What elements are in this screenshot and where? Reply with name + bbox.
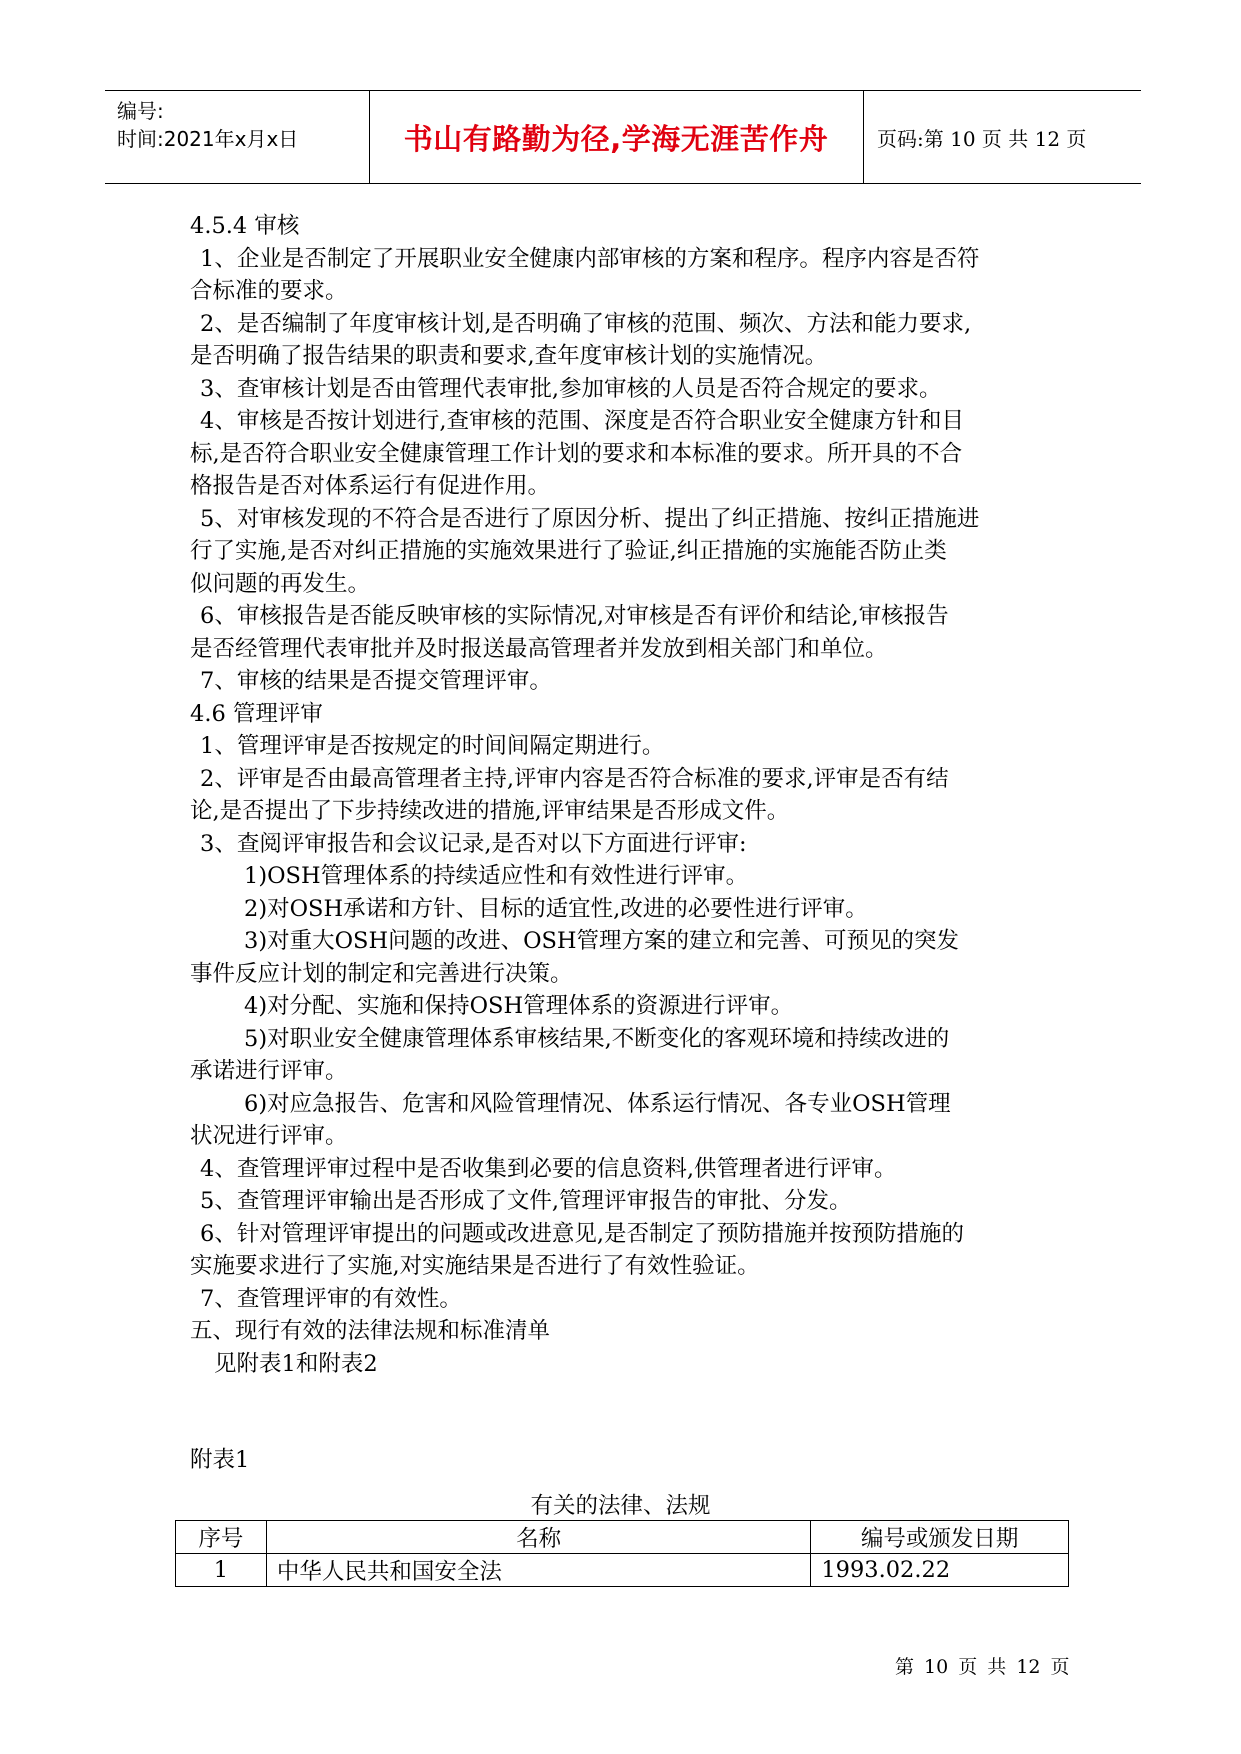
paragraph-line: 6)对应急报告、危害和风险管理情况、体系运行情况、各专业OSH管理: [244, 1090, 951, 1117]
paragraph-line: 行了实施,是否对纠正措施的实施效果进行了验证,纠正措施的实施能否防止类: [190, 538, 947, 564]
table-header-cell: 编号或颁发日期: [811, 1521, 1069, 1554]
paragraph-line: 事件反应计划的制定和完善进行决策。: [190, 960, 573, 987]
paragraph-line: 3、查阅评审报告和会议记录,是否对以下方面进行评审:: [200, 830, 747, 857]
paragraph-line: 1、企业是否制定了开展职业安全健康内部审核的方案和程序。程序内容是否符: [200, 245, 980, 272]
paragraph-line: 6、针对管理评审提出的问题或改进意见,是否制定了预防措施并按预防措施的: [200, 1220, 964, 1247]
paragraph-line: 4)对分配、实施和保持OSH管理体系的资源进行评审。: [244, 993, 794, 1019]
paragraph-line: 2、评审是否由最高管理者主持,评审内容是否符合标准的要求,评审是否有结: [200, 765, 949, 792]
paragraph-line: 5)对职业安全健康管理体系审核结果,不断变化的客观环境和持续改进的: [244, 1025, 950, 1052]
paragraph-line: 5、查管理评审输出是否形成了文件,管理评审报告的审批、分发。: [200, 1188, 852, 1214]
paragraph-line: 是否明确了报告结果的职责和要求,查年度审核计划的实施情况。: [190, 343, 828, 369]
paragraph-line: 6、审核报告是否能反映审核的实际情况,对审核是否有评价和结论,审核报告: [200, 603, 949, 629]
paragraph-line: 状况进行评审。: [190, 1123, 348, 1149]
paragraph-line: 4、审核是否按计划进行,查审核的范围、深度是否符合职业安全健康方针和目: [200, 408, 964, 434]
paragraph-line: 7、查管理评审的有效性。: [200, 1285, 462, 1312]
paragraph-line: 4.6 管理评审: [190, 700, 323, 727]
paragraph-line: 7、审核的结果是否提交管理评审。: [200, 668, 552, 694]
header-page-cell: [863, 91, 1141, 183]
header-motto-cell: [369, 91, 864, 183]
paragraph-line: 1)OSH管理体系的持续适应性和有效性进行评审。: [244, 863, 749, 889]
table-title: 有关的法律、法规: [530, 1493, 711, 1519]
paragraph-line: 1、管理评审是否按规定的时间间隔定期进行。: [200, 733, 665, 759]
spacer: [190, 1380, 1062, 1444]
document-time-label: 时间:2021年x月x日: [117, 127, 299, 151]
table-row: [176, 1554, 1069, 1587]
paragraph-line: 五、现行有效的法律法规和标准清单: [190, 1318, 551, 1344]
paragraph-line: 论,是否提出了下步持续改进的措施,评审结果是否形成文件。: [190, 798, 790, 824]
paragraph-line: 4、查管理评审过程中是否收集到必要的信息资料,供管理者进行评审。: [200, 1155, 897, 1182]
paragraph-line: 附表1: [190, 1447, 250, 1473]
paragraph-line: 标,是否符合职业安全健康管理工作计划的要求和本标准的要求。所开具的不合: [190, 440, 963, 467]
paragraph-line: 见附表1和附表2: [214, 1350, 378, 1377]
paragraph-line: 似问题的再发生。: [190, 570, 371, 597]
document-body: [190, 210, 1062, 1477]
page-header: [105, 90, 1141, 184]
table-cell-index: 1: [176, 1554, 267, 1587]
document-number-label: 编号:: [117, 99, 164, 123]
paragraph-line: 是否经管理代表审批并及时报送最高管理者并发放到相关部门和单位。: [190, 635, 888, 662]
table-header-row: [176, 1521, 1069, 1554]
table-header-cell: 序号: [176, 1521, 267, 1554]
table-cell-name: 中华人民共和国安全法: [266, 1554, 810, 1587]
paragraph-line: 4.5.4 审核: [190, 213, 300, 239]
paragraph-line: 3)对重大OSH问题的改进、OSH管理方案的建立和完善、可预见的突发: [244, 928, 960, 954]
paragraph-line: 承诺进行评审。: [190, 1058, 348, 1084]
paragraph-line: 3、查审核计划是否由管理代表审批,参加审核的人员是否符合规定的要求。: [200, 375, 942, 402]
table-header-cell: 名称: [266, 1521, 810, 1554]
paragraph-line: 2、是否编制了年度审核计划,是否明确了审核的范围、频次、方法和能力要求,: [200, 310, 972, 337]
paragraph-line: 2)对OSH承诺和方针、目标的适宜性,改进的必要性进行评审。: [244, 895, 868, 922]
header-left-cell: [105, 91, 370, 183]
table-cell-date: 1993.02.22: [811, 1554, 1069, 1587]
paragraph-line: 合标准的要求。: [190, 278, 348, 304]
paragraph-line: 格报告是否对体系运行有促进作用。: [190, 473, 551, 499]
header-page-label: 页码:第 10 页 共 12 页: [877, 126, 1087, 151]
page-footer: 第 10 页 共 12 页: [895, 1656, 1070, 1678]
paragraph-line: 实施要求进行了实施,对实施结果是否进行了有效性验证。: [190, 1253, 760, 1279]
law-table: [175, 1520, 1069, 1587]
paragraph-line: 5、对审核发现的不符合是否进行了原因分析、提出了纠正措施、按纠正措施进: [200, 505, 980, 532]
header-motto: 书山有路勤为径,学海无涯苦作舟: [403, 121, 829, 156]
